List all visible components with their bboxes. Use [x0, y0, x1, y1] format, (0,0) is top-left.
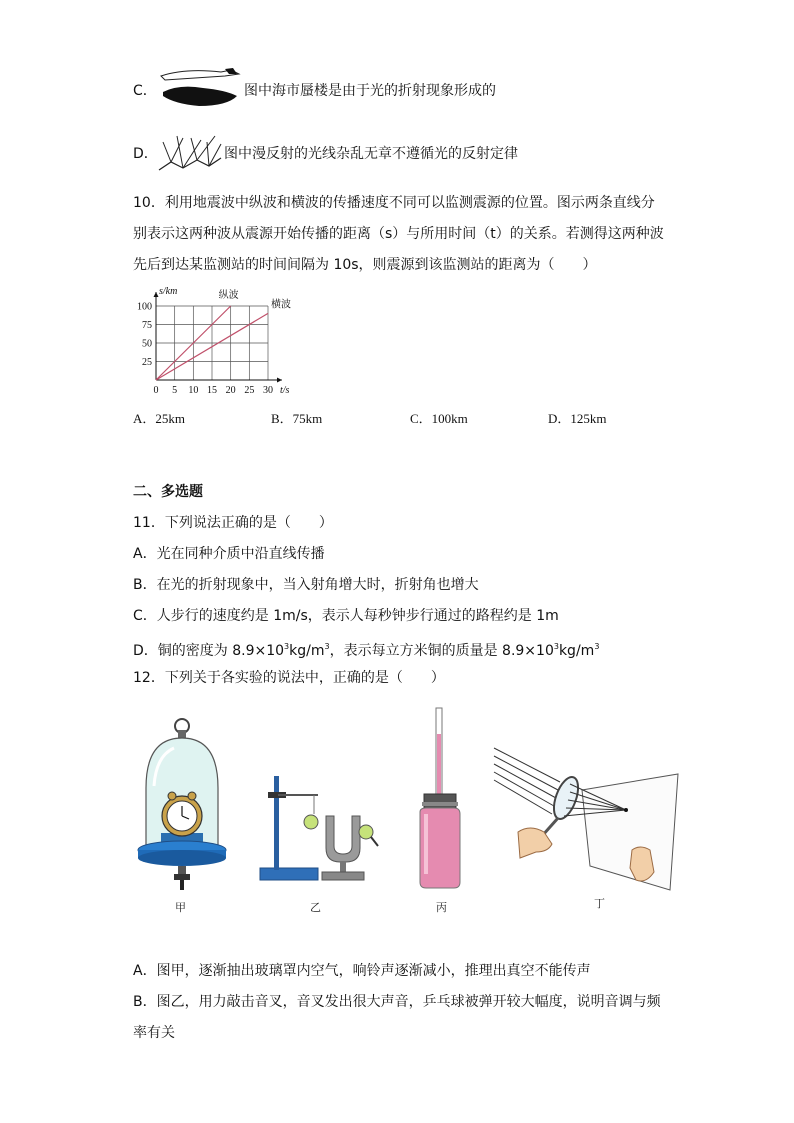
y-tick-label: 25 [142, 357, 152, 368]
q11-option-d-sup3: 3 [553, 642, 559, 651]
q9-option-c [133, 81, 157, 101]
x-tick-label: 30 [263, 385, 273, 396]
q11-stem: 11．下列说法正确的是（ ） [133, 515, 333, 531]
section-heading: 二、多选题 [133, 484, 203, 500]
q11-option-d-part4: kg/m [558, 643, 595, 659]
caption-yi: 乙 [310, 901, 321, 914]
q10-option-d[interactable]: D．125km [548, 411, 607, 426]
y-axis-label: s/km [159, 286, 178, 297]
q11-option-d-part1: D．铜的密度为 8.9×10 [133, 643, 285, 659]
q10-option-b[interactable]: B．75km [271, 411, 323, 426]
caption-bing: 丙 [436, 901, 447, 914]
q12-option-a[interactable]: A．图甲，逐渐抽出玻璃罩内空气，响铃声逐渐减小，推理出真空不能传声 [133, 963, 591, 979]
mirage-ship-icon [155, 66, 241, 112]
q9-option-c-letter: C． [133, 83, 157, 99]
diffuse-reflection-icon [157, 132, 223, 174]
caption-ding: 丁 [594, 897, 605, 910]
x-axis-arrow [277, 378, 282, 383]
q10-stem-line3: 先后到达某监测站的时间间隔为 10s，则震源到该监测站的距离为（ ） [133, 257, 597, 273]
chart-axes [154, 292, 283, 383]
x-tick-label: 15 [207, 385, 217, 396]
x-tick-label: 10 [188, 385, 199, 396]
bottle-tube-figure [412, 706, 468, 890]
q11-option-d[interactable] [133, 637, 599, 661]
q10-stem-line1: 10．利用地震波中纵波和横波的传播速度不同可以监测震源的位置。图示两条直线分 [133, 195, 655, 211]
y-tick-label: 75 [142, 320, 152, 331]
q9-option-c-text: 图中海市蜃楼是由于光的折射现象形成的 [244, 83, 496, 99]
q9-option-d-text: 图中漫反射的光线杂乱无章不遵循光的反射定律 [224, 146, 518, 162]
q12-stem: 12．下列关于各实验的说法中，正确的是（ ） [133, 670, 445, 686]
q12-option-b-line1[interactable]: B．图乙，用力敲击音叉，音叉发出很大声音，乒乓球被弹开较大幅度，说明音调与频 [133, 994, 661, 1010]
seismic-wave-chart [124, 282, 314, 400]
q11-option-b[interactable]: B．在光的折射现象中，当入射角增大时，折射角也增大 [133, 577, 479, 593]
q11-option-d-sup1: 3 [284, 642, 290, 651]
q11-option-a[interactable]: A．光在同种介质中沿直线传播 [133, 546, 325, 562]
q10-stem-line2: 别表示这两种波从震源开始传播的距离（s）与所用时间（t）的关系。若测得这两种波 [133, 226, 664, 242]
q11-option-d-part2: kg/m [289, 643, 325, 659]
q11-option-d-part3: ，表示每立方米铜的质量是 8.9×10 [329, 643, 554, 659]
q11-option-d-sup2: 3 [324, 642, 330, 651]
x-tick-label: 20 [225, 385, 236, 396]
x-tick-label: 25 [244, 385, 255, 396]
y-tick-label: 100 [137, 301, 152, 313]
y-tick-label: 50 [142, 338, 152, 350]
tuning-fork-figure [256, 770, 382, 888]
caption-jia: 甲 [175, 901, 186, 914]
x-tick-label: 5 [172, 385, 178, 396]
q10-option-a[interactable]: A．25km [133, 411, 186, 426]
magnifier-figure [490, 740, 686, 892]
chart-grid [156, 306, 268, 380]
q11-option-d-sup4: 3 [594, 642, 600, 651]
x-axis-label: t/s [280, 385, 290, 396]
y-axis-arrow [154, 292, 159, 297]
series-label-transverse: 横波 [271, 299, 291, 311]
series-label-longitudinal: 纵波 [218, 290, 239, 301]
q9-option-d-letter: D． [133, 146, 158, 162]
q10-option-c[interactable]: C．100km [410, 411, 468, 426]
q12-option-b-line2: 率有关 [133, 1025, 175, 1041]
x-tick-label: 0 [153, 385, 159, 396]
bell-jar-figure [136, 716, 228, 896]
q11-option-c[interactable]: C．人步行的速度约是 1m/s，表示人每秒钟步行通过的路程约是 1m [133, 608, 559, 624]
